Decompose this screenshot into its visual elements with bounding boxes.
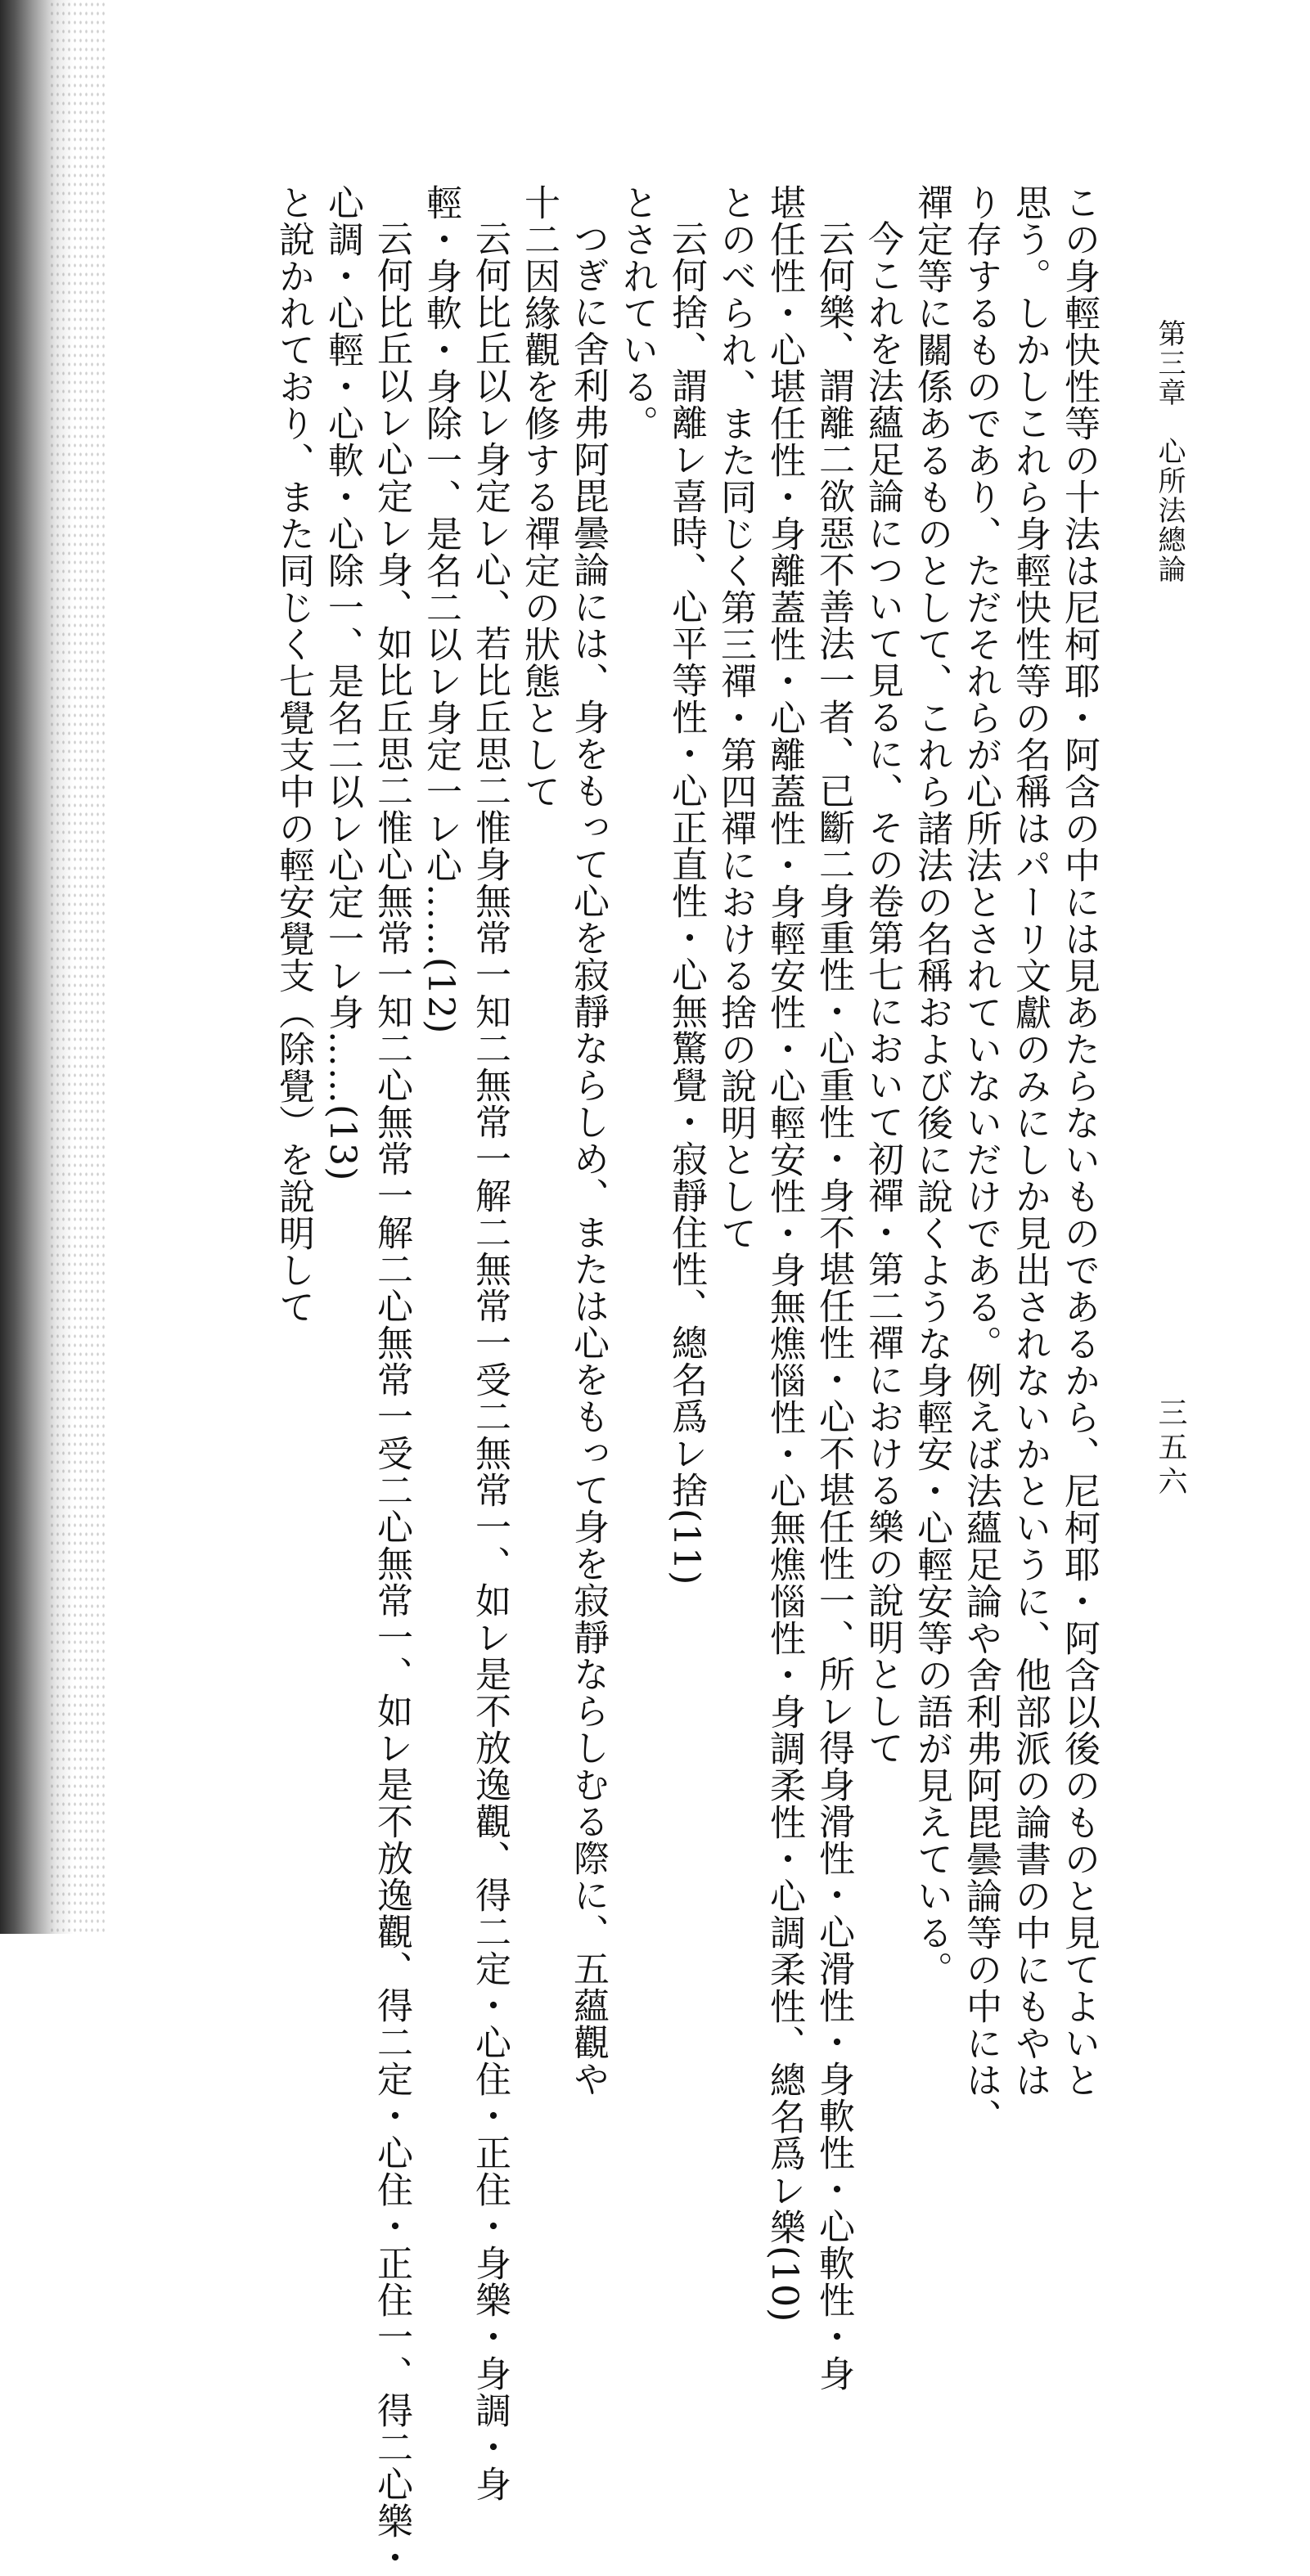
quotation-column: 云何比丘以レ身定レ心、若比丘思二惟身無常一知二無常一解二無常一受二無常一、如レ是不放逸觀、得二定・心住・正住・身樂・身調・身 <box>469 220 511 2502</box>
running-head: 第三章 心所法總論 <box>1153 319 1186 584</box>
quotation-column: 心調・心輕・心軟・心除一、是名二以レ心定一レ身……(13) <box>322 184 363 1182</box>
text-column: 思う。しかしこれら身輕快性等の名稱はパーリ文獻のみにしか見出されないかというに、他部派の論書の中にもやは <box>1009 184 1051 2098</box>
page-number: 三五六 <box>1154 1397 1187 1500</box>
text-column: つぎに舍利弗阿毘曇論には、身をもって心を寂靜ならしめ、または心をもって身を寂靜ならしむる際に、五蘊觀や <box>567 220 609 2097</box>
text-column: り存するものであり、ただそれらが心所法とされていないだけである。例えば法蘊足論や舍利弗阿毘曇論等の中には、 <box>960 184 1002 2135</box>
text-column: とされている。 <box>616 184 658 442</box>
quotation-column: 云何捨、謂離レ喜時、心平等性・心正直性・心無驚覺・寂靜住性、總名爲レ捨(11) <box>665 220 707 1586</box>
text-column: この身輕快性等の十法は尼柯耶・阿含の中には見あたらないものであるから、尼柯耶・阿含以後のものと見てよいと <box>1058 184 1100 2098</box>
text-column: とのべられ、また同じく第三禪・第四禪における捨の說明として <box>714 184 756 1252</box>
text-column: 十二因緣觀を修する禪定の狀態として <box>518 184 560 810</box>
quotation-column: 輕・身軟・身除一、是名二以レ身定一レ心……(12) <box>420 184 461 1035</box>
quotation-column: 云何樂、謂離二欲惡不善法一者、已斷二身重性・心重性・身不堪任性・心不堪任性一、所レ得身滑性・心滑性・身軟性・心軟性・身 <box>813 220 854 2392</box>
text-column: 禪定等に關係あるものとして、これら諸法の名稱および後に說くような身輕安・心輕安等の語が見えている。 <box>911 184 952 1988</box>
quotation-column: 云何比丘以レ心定レ身、如比丘思二惟心無常一知二心無常一解二心無常一受二心無常一、如レ是不放逸觀、得二定・心住・正住一、得二心樂・ <box>371 220 412 2576</box>
text-column: と說かれており、また同じく七覺支中の輕安覺支（除覺）を說明して <box>272 184 314 1325</box>
quotation-column: 堪任性・心堪任性・身離蓋性・心離蓋性・身輕安性・心輕安性・身無燋惱性・心無燋惱性・身調柔性・心調柔性、總名爲レ樂(10) <box>763 184 805 2323</box>
scan-edge-speckle <box>49 0 106 1934</box>
text-column: 今これを法蘊足論について見るに、その卷第七において初禪・第二禪における樂の說明として <box>862 220 903 1766</box>
vertical-text-body <box>268 184 1103 2576</box>
